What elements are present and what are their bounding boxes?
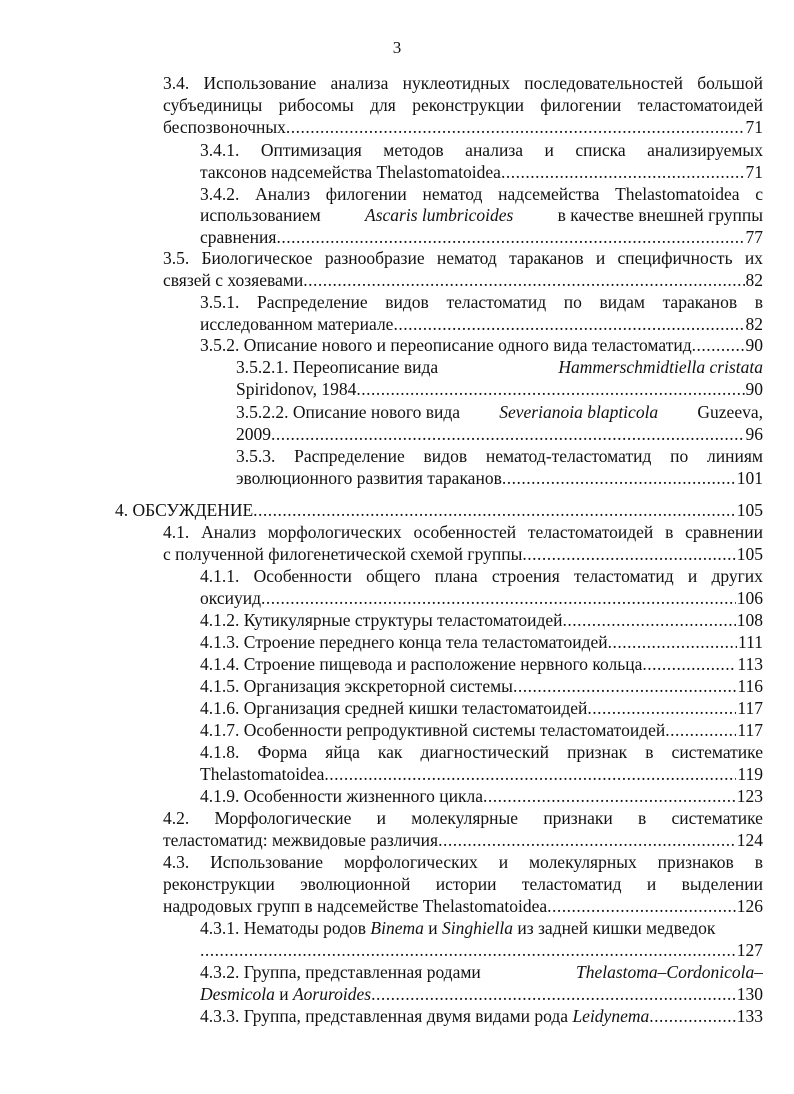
toc-entry-3-5-leader[interactable]	[163, 270, 763, 291]
toc-page-number: 108	[736, 610, 763, 630]
toc-text: 4.3.1. Нематоды родов	[200, 918, 367, 938]
toc-text: и	[279, 984, 289, 1004]
toc-entry-4-1-8-line1: 4.1.8. Форма яйца как диагностический признак в систематике	[200, 742, 763, 762]
toc-entry-4-3-2-leader[interactable]	[200, 984, 763, 1005]
toc-entry-4-1-6[interactable]	[200, 698, 763, 719]
toc-entry-title: беспозвоночных	[163, 117, 286, 137]
toc-entry-4-3-leader[interactable]	[163, 896, 763, 917]
toc-text: 4.3.2. Группа, представленная родами	[200, 962, 481, 982]
toc-page-number: 106	[736, 588, 763, 608]
toc-entry-title: 2009	[236, 424, 271, 444]
toc-page-number: 90	[745, 379, 763, 399]
toc-entry-3-4-2-line1: 3.4.2. Анализ филогении нематод надсемейства Thelastomatoidea с	[200, 184, 763, 204]
toc-text: 3.5.2.2. Описание нового вида	[236, 402, 461, 422]
toc-entry-4-1-leader[interactable]	[163, 544, 763, 565]
toc-entry-3-4-2-line2	[200, 205, 763, 226]
toc-entry-4-1-1-line1: 4.1.1. Особенности общего плана строения теластоматид и других	[200, 566, 763, 586]
toc-page-number: 119	[737, 764, 763, 784]
toc-entry-title: 4.1.3. Строение переднего конца тела теластоматоидей	[200, 632, 608, 652]
toc-entry-4-2-line1: 4.2. Морфологические и молекулярные признаки в систематике	[163, 808, 763, 828]
toc-page-number: 96	[745, 424, 763, 444]
toc-page-number: 127	[736, 940, 763, 960]
toc-page-number: 77	[745, 227, 763, 247]
toc-page-number: 133	[736, 1006, 763, 1026]
toc-page-number: 105	[736, 500, 763, 520]
toc-page-number: 82	[745, 314, 763, 334]
toc-entry-title: 4.1.2. Кутикулярные структуры теластоматоидей	[200, 610, 563, 630]
toc-entry-title: надродовых групп в надсемействе Thelastomatoidea	[163, 896, 548, 916]
toc-genus-name: Singhiella	[442, 918, 513, 938]
toc-page-number: 130	[736, 984, 763, 1004]
toc-page-number: 105	[736, 544, 763, 564]
toc-entry-4-1-3[interactable]	[200, 632, 763, 653]
toc-entry-title	[200, 1006, 649, 1027]
toc-entry-3-5-line1: 3.5. Биологическое разнообразие нематод тараканов и специфичность их	[163, 248, 763, 268]
toc-entry-3-4-2-leader[interactable]	[200, 227, 763, 248]
toc-genus-name: Aoruroides	[292, 984, 372, 1004]
toc-entry-title: 4. ОБСУЖДЕНИЕ	[115, 500, 254, 520]
toc-entry-4-3-1-line1	[200, 918, 763, 939]
toc-page-number: 71	[745, 162, 763, 182]
toc-entry-title: связей с хозяевами	[163, 270, 304, 290]
toc-page-number: 82	[745, 270, 763, 290]
toc-text: использованием	[200, 205, 321, 225]
toc-entry-4-1-8-leader[interactable]	[200, 764, 763, 785]
toc-entry-title: 3.5.2. Описание нового и переописание одного вида теластоматид	[200, 335, 692, 355]
toc-page-number: 111	[738, 632, 763, 652]
toc-entry-title: Thelastomatoidea	[200, 764, 325, 784]
toc-species-name: Hammerschmidtiella cristata	[558, 357, 763, 377]
toc-entry-title	[200, 984, 371, 1005]
toc-entry-4-3-line1: 4.3. Использование морфологических и молекулярных признаков в	[163, 852, 763, 872]
toc-entry-title: таксонов надсемейства Thelastomatoidea	[200, 162, 501, 182]
toc-entry-3-5-3-leader[interactable]	[236, 468, 763, 489]
page-number: 3	[392, 38, 402, 57]
toc-entry-3-4-1-leader[interactable]	[200, 162, 763, 183]
toc-entry-title: 4.1.4. Строение пищевода и расположение нервного кольца	[200, 654, 643, 674]
toc-entry-title: оксиуид	[200, 588, 261, 608]
toc-page-number: 113	[737, 654, 763, 674]
toc-entry-title: с полученной филогенетической схемой группы	[163, 544, 523, 564]
toc-page-number: 117	[737, 698, 763, 718]
toc-genus-name: Binema	[370, 918, 424, 938]
toc-entry-3-4-line2: субъединицы рибосомы для реконструкции филогении теластоматоидей	[163, 95, 763, 115]
toc-text: и	[428, 918, 438, 938]
toc-entry-3-5-2[interactable]	[200, 335, 763, 356]
toc-page-number: 123	[736, 786, 763, 806]
toc-entry-4-3-line2: реконструкции эволюционной истории теластоматид и выделении	[163, 874, 763, 894]
toc-entry-3-5-2-2-line1	[236, 402, 763, 423]
toc-entry-title: 4.1.6. Организация средней кишки теластоматоидей	[200, 698, 588, 718]
toc-entry-4-3-1-leader[interactable]	[200, 940, 763, 961]
toc-page-number: 101	[736, 468, 763, 488]
toc-entry-3-4-1-line1: 3.4.1. Оптимизация методов анализа и списка анализируемых	[200, 140, 763, 160]
toc-page-number: 126	[736, 896, 763, 916]
toc-entry-4[interactable]	[115, 500, 763, 521]
toc-text: 4.3.3. Группа, представленная двумя видами рода	[200, 1006, 569, 1026]
toc-entry-4-3-2-line1	[200, 962, 763, 983]
toc-entry-4-2-leader[interactable]	[163, 830, 763, 851]
toc-entry-title: 4.1.9. Особенности жизненного цикла	[200, 786, 483, 806]
toc-entry-3-5-2-1-line1	[236, 357, 763, 378]
toc-entry-3-5-1-line1: 3.5.1. Распределение видов теластоматид по видам тараканов в	[200, 292, 763, 312]
toc-text: из задней кишки медведок	[517, 918, 716, 938]
toc-species-name: Severianoia blapticola	[499, 402, 659, 422]
toc-entry-4-1-1-leader[interactable]	[200, 588, 763, 609]
toc-text: 3.5.2.1. Переописание вида	[236, 357, 439, 377]
toc-entry-3-5-1-leader[interactable]	[200, 314, 763, 335]
toc-entry-3-5-2-1-leader[interactable]	[236, 379, 763, 400]
toc-page-number: 90	[745, 335, 763, 355]
toc-entry-title: сравнения	[200, 227, 277, 247]
toc-entry-title: теластоматид: межвидовые различия	[163, 830, 439, 850]
toc-entry-4-1-9[interactable]	[200, 786, 763, 807]
toc-genus-name: Leidynema	[572, 1006, 650, 1026]
toc-entry-3-5-3-line1: 3.5.3. Распределение видов нематод-теластоматид по линиям	[236, 446, 763, 466]
toc-entry-title: 4.1.7. Особенности репродуктивной системы теластоматоидей	[200, 720, 666, 740]
toc-entry-title: эволюционного развития тараканов	[236, 468, 502, 488]
toc-entry-3-4-line1: 3.4. Использование анализа нуклеотидных последовательностей большой	[163, 73, 763, 93]
toc-genus-name: Desmicola	[200, 984, 275, 1004]
toc-entry-4-1-5[interactable]	[200, 676, 763, 697]
toc-entry-title: Spiridonov, 1984	[236, 379, 357, 399]
toc-page-number: 124	[736, 830, 763, 850]
toc-genus-name: Thelastoma–Cordonicola–	[576, 962, 763, 982]
toc-species-name: Ascaris lumbricoides	[365, 205, 514, 225]
toc-page-number: 71	[745, 117, 763, 137]
toc-entry-4-3-3[interactable]	[200, 1006, 763, 1027]
toc-entry-title: 4.1.5. Организация экскреторной системы	[200, 676, 513, 696]
toc-entry-4-1-line1: 4.1. Анализ морфологических особенностей теластоматоидей в сравнении	[163, 522, 763, 542]
toc-entry-4-1-2[interactable]	[200, 610, 763, 631]
toc-text: в качестве внешней группы	[557, 205, 763, 225]
toc-entry-3-5-2-2-leader[interactable]	[236, 424, 763, 445]
toc-entry-4-1-4[interactable]	[200, 654, 763, 675]
toc-entry-4-1-7[interactable]	[200, 720, 763, 741]
toc-entry-3-4-leader[interactable]	[163, 117, 763, 138]
toc-entry-title: исследованном материале	[200, 314, 394, 334]
toc-page-number: 116	[737, 676, 763, 696]
toc-page-number: 117	[737, 720, 763, 740]
toc-text: Guzeeva,	[697, 402, 763, 422]
